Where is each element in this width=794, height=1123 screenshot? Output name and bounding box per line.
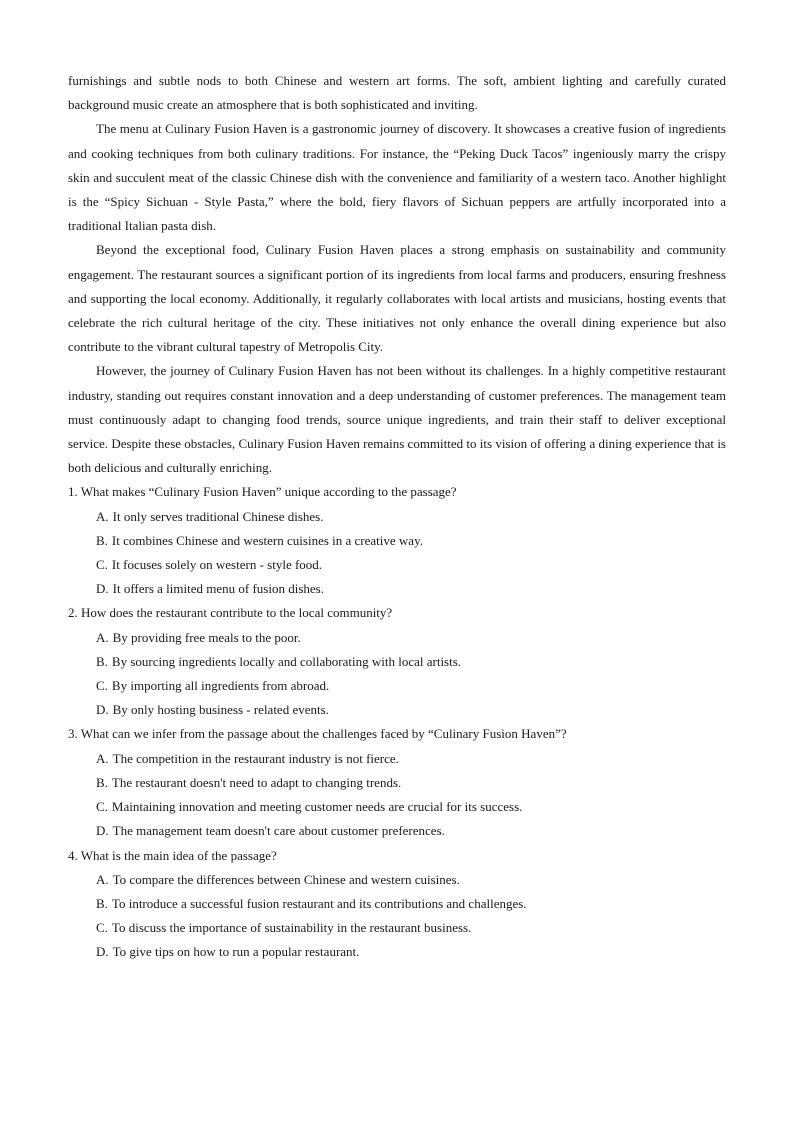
option-text: It focuses solely on western - style food. [111,557,323,573]
option-text: Maintaining innovation and meeting customer needs are crucial for its success. [111,799,523,815]
option-list [68,626,726,723]
option-text: By only hosting business - related events. [112,702,329,718]
option-text: The management team doesn't care about customer preferences. [112,823,445,839]
option-list [68,505,726,602]
question-stem: 4. What is the main idea of the passage? [68,847,277,863]
option-letter: D. [96,702,109,718]
option-list [68,747,726,844]
option-a [68,505,726,529]
option-text: By sourcing ingredients locally and collaborating with local artists. [111,653,462,669]
option-text: It only serves traditional Chinese dishes. [112,508,324,524]
question-stem: 1. What makes “Culinary Fusion Haven” unique according to the passage? [68,484,457,500]
option-b [68,650,726,674]
option-a [68,626,726,650]
question-2 [68,601,726,722]
option-d [68,819,726,843]
passage-paragraph: furnishings and subtle nods to both Chinese and western art forms. The soft, ambient lighting and carefully curated background music create an atmosphere that is both sophisticated and inviting. [68,73,726,113]
question-1 [68,480,726,601]
option-letter: B. [96,532,108,548]
option-list [68,868,726,965]
option-letter: A. [96,750,109,766]
option-text: To introduce a successful fusion restaurant and its contributions and challenges. [111,895,527,911]
option-a [68,747,726,771]
option-letter: B. [96,774,108,790]
option-b [68,892,726,916]
passage-paragraph: However, the journey of Culinary Fusion Haven has not been without its challenges. In a highly competitive restaurant industry, standing out requires constant innovation and a deep understanding of customer preferences. The management team must continuously adapt to changing food trends, source unique ingredients, and train their staff to deliver exceptional service. Despite these obstacles, Culinary Fusion Haven remains committed to its vision of offering a dining experience that is both delicious and culturally enriching. [68,363,726,476]
option-letter: C. [96,799,108,815]
option-d [68,940,726,964]
option-text: By providing free meals to the poor. [112,629,301,645]
option-letter: B. [96,653,108,669]
option-b [68,771,726,795]
option-text: The competition in the restaurant industry is not fierce. [112,750,399,766]
question-3 [68,722,726,843]
option-d [68,577,726,601]
option-c [68,795,726,819]
question-stem: 2. How does the restaurant contribute to the local community? [68,605,393,621]
passage-paragraph: Beyond the exceptional food, Culinary Fusion Haven places a strong emphasis on sustainability and community engagement. The restaurant sources a significant portion of its ingredients from local farms and producers, ensuring freshness and supporting the local economy. Additionally, it regularly collaborates with local artists and musicians, hosting events that celebrate the rich cultural heritage of the city. These initiatives not only enhance the overall dining experience but also contribute to the vibrant cultural tapestry of Metropolis City. [68,242,726,355]
option-text: To discuss the importance of sustainability in the restaurant business. [111,920,472,936]
option-d [68,698,726,722]
option-letter: A. [96,629,109,645]
option-text: It combines Chinese and western cuisines in a creative way. [111,532,423,548]
option-letter: C. [96,920,108,936]
option-letter: A. [96,871,109,887]
option-text: It offers a limited menu of fusion dishes. [112,581,324,597]
option-text: To compare the differences between Chinese and western cuisines. [112,871,460,887]
option-letter: D. [96,581,109,597]
option-letter: C. [96,678,108,694]
option-letter: C. [96,557,108,573]
option-letter: A. [96,508,109,524]
option-text: By importing all ingredients from abroad. [111,678,330,694]
passage-paragraph: The menu at Culinary Fusion Haven is a gastronomic journey of discovery. It showcases a creative fusion of ingredients and cooking techniques from both culinary traditions. For instance, the “Peking Duck Tacos” ingeniously marry the crispy skin and succulent meat of the classic Chinese dish with the convenience and familiarity of a western taco. Another highlight is the “Spicy Sichuan - Style Pasta,” where the bold, fiery flavors of Sichuan peppers are artfully incorporated into a traditional Italian pasta dish. [68,121,726,234]
question-stem: 3. What can we infer from the passage about the challenges faced by “Culinary Fusion Haven”? [68,726,567,742]
option-letter: B. [96,895,108,911]
option-b [68,529,726,553]
option-letter: D. [96,823,109,839]
option-c [68,553,726,577]
option-letter: D. [96,944,109,960]
document-content [68,69,726,965]
option-text: To give tips on how to run a popular restaurant. [112,944,360,960]
option-c [68,674,726,698]
option-c [68,916,726,940]
option-a [68,868,726,892]
option-text: The restaurant doesn't need to adapt to changing trends. [111,774,402,790]
question-4 [68,844,726,965]
